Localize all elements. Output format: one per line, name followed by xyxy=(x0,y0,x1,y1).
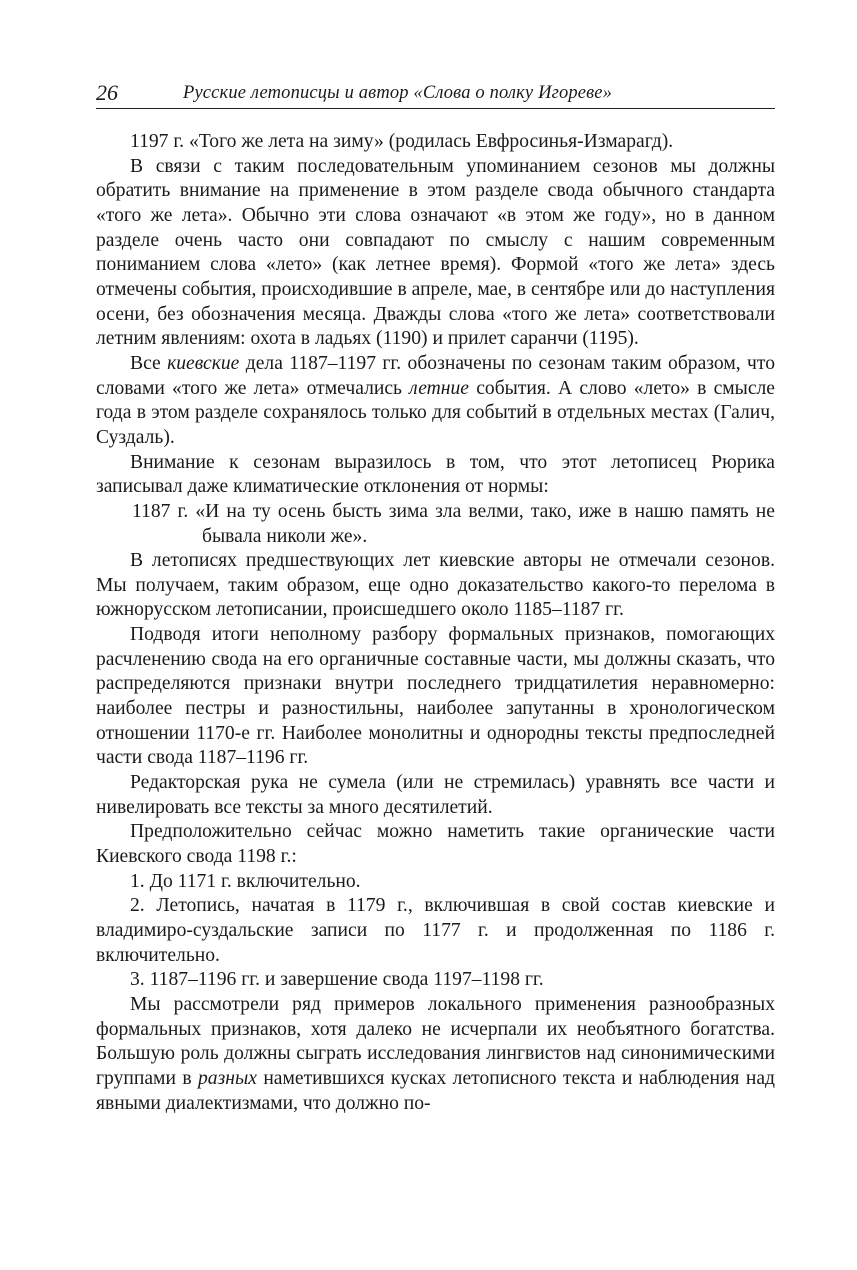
italic-emphasis: летние xyxy=(409,377,470,399)
italic-emphasis: киевские xyxy=(167,352,240,374)
list-item: 1. До 1171 г. включительно. xyxy=(130,870,361,892)
paragraph xyxy=(96,993,775,1116)
chronicle-quote: 1187 г. «И на ту осень бысть зима зла велми, тако, иже в нашю память не бывала николи же». xyxy=(132,500,775,547)
running-title: Русские летописцы и автор «Слова о полку Игореве» xyxy=(183,83,613,103)
text-run: события. А слово «лето» в смысле года в этом разделе сохранялось только для событий в отдельных местах (Галич, Суздаль). xyxy=(96,377,775,448)
paragraph: Внимание к сезонам выразилось в том, что этот летописец Рюрика записывал даже климатические отклонения от нормы: xyxy=(96,451,775,498)
text-run: Мы рассмотрели ряд примеров локального применения разнообразных формальных признаков, хотя далеко не исчерпали их необъятного богатства. Большую роль должны сыграть исследования лингвистов над синонимическими группами в xyxy=(96,993,775,1089)
text-run: Все xyxy=(130,352,168,374)
list-item: 2. Летопись, начатая в 1179 г., включившая в свой состав киевские и владимиро-суздальские записи по 1177 г. и продолженная по 1186 г. включительно. xyxy=(96,895,775,966)
paragraph: Предположительно сейчас можно наметить такие органические части Киевского свода 1198 г.: xyxy=(96,821,775,868)
paragraph: В связи с таким последовательным упоминанием сезонов мы должны обратить внимание на применение в этом разделе свода обычного стандарта «того же лета». Обычно эти слова означают «в этом же году», но в данном разделе очень часто они совпадают по смыслу с нашим современным пониманием слова «лето» (как летнее время). Формой «того же лета» здесь отмечены события, происходившие в апреле, мае, в сентябре или до наступления осени, без обозначения месяца. Дважды слова «того же лета» соответствовали летним явлениям: охота в ладьях (1190) и прилет саранчи (1195). xyxy=(96,155,775,350)
text-run: дела 1187–1197 гг. обозначены по сезонам таким образом, что словами «того же лета» отмечались xyxy=(96,352,775,399)
paragraph: Редакторская рука не сумела (или не стремилась) уравнять все части и нивелировать все тексты за много десятилетий. xyxy=(96,772,775,818)
italic-emphasis: разных xyxy=(197,1067,257,1089)
paragraph xyxy=(96,352,775,451)
page-body xyxy=(96,130,775,1116)
text-run: наметившихся кусках летописного текста и наблюдения над явными диалектизмами, что должно по- xyxy=(96,1067,775,1114)
paragraph: Подводя итоги неполному разбору формальных признаков, помогающих расчленению свода на его органичные составные части, мы должны сказать, что распределяются признаки внутри последнего тридцатилетия неравномерно: наиболее пестры и разностильны, наиболее запутанны в хронологическом отношении 1170-е гг. Наиболее монолитны и однородны тексты предпоследней части свода 1187–1196 гг. xyxy=(96,624,775,769)
list-item: 3. 1187–1196 гг. и завершение свода 1197–1198 гг. xyxy=(130,969,544,991)
paragraph: В летописях предшествующих лет киевские авторы не отмечали сезонов. Мы получаем, таким образом, еще одно доказательство какого-то перелома в южнорусском летописании, происшедшего около 1185–1187 гг. xyxy=(96,550,775,621)
paragraph: 1197 г. «Того же лета на зиму» (родилась Евфросинья-Измарагд). xyxy=(130,131,674,152)
running-header xyxy=(96,80,775,109)
page-number: 26 xyxy=(96,80,118,105)
